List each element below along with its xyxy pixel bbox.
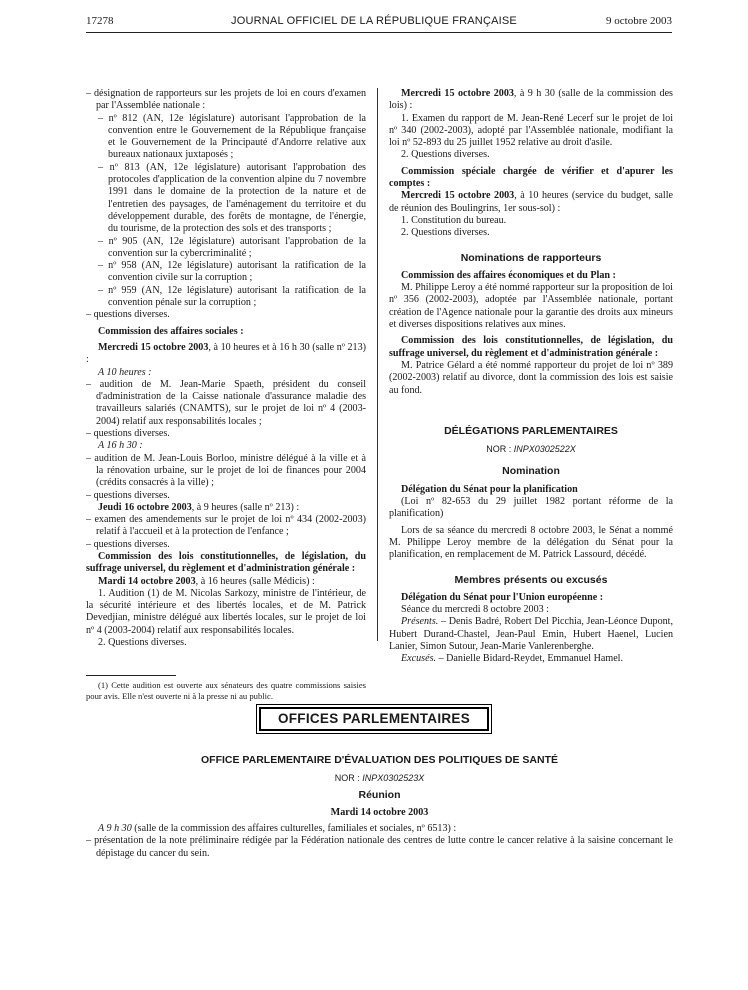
session-details: , à 10 heures (service du budget, salle de réunion des Boulingrins, 1er sous-sol) : (389, 190, 673, 214)
agenda-item: – examen des amendements sur le projet de loi nº 434 (2002-2003) relatif à l'accueil et à la protection de l'enfance ; (86, 514, 366, 538)
offices-banner-label: OFFICES PARLEMENTAIRES (259, 707, 489, 731)
designation-intro: – désignation de rapporteurs sur les projets de loi en cours d'examen par l'Assemblée nationale : (86, 88, 366, 112)
subsection-title: Nomination (502, 465, 560, 478)
reunion-title: Réunion (358, 788, 401, 801)
footnote-rule (86, 675, 176, 676)
time-label: A 10 heures : (98, 366, 152, 378)
presents-text: – Denis Badré, Robert Del Picchia, Jean-Léonce Dupont, Hubert Durand-Chastel, Jean-Paul Emin, Hubert Haenel, Lucien Lanier, Simon Sutour, Jean-Marie Vanlerenberghe. (389, 616, 673, 652)
delegation-heading: Délégation du Sénat pour l'Union européenne : (401, 591, 604, 603)
office-title: OFFICE PARLEMENTAIRE D'ÉVALUATION DES POLITIQUES DE SANTÉ (201, 754, 558, 766)
session-line (86, 823, 673, 835)
footnote: (1) Cette audition est ouverte aux sénateurs des quatre commissions saisies pour avis. Elle n'est ouverte ni à la presse ni au public. (86, 680, 366, 701)
session-details: , à 9 heures (salle nº 213) : (191, 501, 300, 513)
session-line (86, 502, 366, 514)
commission-heading: Commission spéciale chargée de vérifier et d'apurer les comptes : (389, 165, 673, 190)
time-label: A 16 h 30 : (98, 440, 143, 452)
nomination-text: M. Patrice Gélard a été nommé rapporteur du projet de loi nº 389 (2002-2003) relatif au divorce, dont la commission des lois est saisie au fond. (389, 359, 673, 396)
bill-item: – nº 958 (AN, 12e législature) autorisant la ratification de la convention civile sur la corruption ; (98, 260, 366, 284)
page-header (0, 0, 748, 44)
presents-line (389, 616, 673, 653)
questions-diverses: – questions diverses. (86, 538, 170, 550)
questions-diverses: – questions diverses. (86, 489, 170, 501)
agenda-item: – audition de M. Jean-Marie Spaeth, président du conseil d'administration de la Caisse nationale d'assurance maladie des travailleurs salariés (CNAMTS), sur le projet de loi nº 4 (2003-2004) relatif aux responsabilités locales ; (86, 378, 366, 427)
law-reference: (Loi nº 82-653 du 29 juillet 1982 portant réforme de la planification) (389, 496, 673, 520)
agenda-item: – présentation de la note préliminaire rédigée par la Fédération nationale des centres de lutte contre le cancer relative à la saisine concernant le dépistage du cancer du sein. (86, 835, 673, 859)
nor-reference (389, 443, 673, 455)
seance-line: Séance du mercredi 8 octobre 2003 : (401, 604, 549, 616)
page-number: 17278 (86, 15, 114, 27)
right-column (389, 88, 673, 666)
agenda-item: 1. Audition (1) de M. Nicolas Sarkozy, ministre de l'intérieur, de la sécurité intérieure et des libertés locales, et de M. Patrick Devedjian, ministre délégué aux libertés locales, sur le projet de loi nº 4 (2003-2004) relatif aux responsabilités locales. (86, 587, 366, 636)
excuses-label: Excusés. (401, 653, 437, 665)
session-date: Mardi 14 octobre 2003 (98, 575, 196, 587)
session-date: Mercredi 15 octobre 2003 (401, 88, 514, 99)
column-divider (377, 88, 378, 641)
session-details: , à 9 h 30 (salle de la commission des lois) : (389, 88, 673, 112)
section-title: DÉLÉGATIONS PARLEMENTAIRES (444, 424, 618, 437)
bill-item: – nº 812 (AN, 12e législature) autorisant l'approbation de la convention entre le Gouvernement de la République française et le Gouvernement de la Principauté d'Andorre relative aux bureaux nationaux juxtaposés ; (98, 112, 366, 161)
nor-label: NOR : (486, 444, 512, 455)
offices-banner (256, 704, 492, 734)
session-line (389, 190, 673, 215)
agenda-item: 1. Constitution du bureau. (401, 214, 507, 226)
offices-section (86, 754, 673, 860)
delegation-heading: Délégation du Sénat pour la planification (401, 483, 578, 495)
commission-heading: Commission des lois constitutionnelles, de législation, du suffrage universel, du règlement et d'administration générale : (86, 550, 366, 575)
bill-item: – nº 905 (AN, 12e législature) autorisant l'approbation de la convention sur la cybercriminalité ; (98, 235, 366, 259)
session-line (86, 576, 366, 588)
commission-heading: Commission des affaires sociales : (98, 325, 244, 337)
commission-heading: Commission des lois constitutionnelles, de législation, du suffrage universel, du règlement et d'administration générale : (389, 335, 673, 359)
agenda-item: – audition de M. Jean-Louis Borloo, ministre délégué à la ville et à la rénovation urbaine, sur le projet de loi de finances pour 2004 (crédits consacrés à la ville) ; (86, 452, 366, 489)
session-line (86, 342, 366, 367)
nor-reference (86, 772, 673, 784)
questions-diverses: – questions diverses. (86, 428, 170, 440)
session-date: Mardi 14 octobre 2003 (330, 806, 429, 818)
agenda-item: 1. Examen du rapport de M. Jean-René Lecerf sur le projet de loi nº 340 (2002-2003), adopté par l'Assemblée nationale, modifiant la loi nº 52-893 du 25 juillet 1952 relative au droit d'asile. (389, 112, 673, 149)
nomination-text: M. Philippe Leroy a été nommé rapporteur sur la proposition de loi nº 356 (2002-2003), adoptée par l'Assemblée nationale, portant création de l'Agence nationale pour la garantie des droits aux mineurs et diverses dispositions relatives aux mines. (389, 282, 673, 331)
header-rule (86, 32, 672, 33)
nor-code: INPX0302522X (513, 444, 576, 455)
commission-heading: Commission des affaires économiques et du Plan : (401, 269, 616, 281)
left-column (86, 88, 366, 701)
bill-item: – nº 959 (AN, 12e législature) autorisant la ratification de la convention pénale sur la corruption ; (98, 284, 366, 309)
nor-label: NOR : (334, 773, 360, 784)
session-date: Jeudi 16 octobre 2003 (98, 501, 192, 513)
session-details: , à 16 heures (salle Médicis) : (195, 575, 315, 587)
questions-diverses: – questions diverses. (86, 309, 170, 321)
subsection-title: Membres présents ou excusés (454, 573, 608, 586)
questions-diverses: 2. Questions diverses. (401, 149, 490, 161)
questions-diverses: 2. Questions diverses. (401, 227, 490, 239)
session-time: A 9 h 30 (98, 823, 132, 835)
session-details: , à 10 heures et à 16 h 30 (salle nº 213) : (86, 341, 366, 366)
issue-date: 9 octobre 2003 (606, 15, 672, 27)
session-date: Mercredi 15 octobre 2003 (98, 341, 209, 353)
nomination-text: Lors de sa séance du mercredi 8 octobre 2003, le Sénat a nommé M. Philippe Leroy membre de la délégation du Sénat pour la planification, en remplacement de M. Patrick Lassourd, décédé. (389, 524, 673, 561)
journal-title: JOURNAL OFFICIEL DE LA RÉPUBLIQUE FRANÇAISE (231, 15, 517, 27)
session-details: (salle de la commission des affaires culturelles, familiales et sociales, nº 6513) : (131, 823, 457, 835)
session-line (389, 88, 673, 113)
questions-diverses: 2. Questions diverses. (98, 637, 187, 649)
session-date: Mercredi 15 octobre 2003 (401, 190, 515, 202)
nor-code: INPX0302523X (362, 773, 425, 784)
section-title: Nominations de rapporteurs (460, 251, 602, 264)
excuses-text: – Danielle Bidard-Reydet, Emmanuel Hamel. (436, 653, 624, 665)
presents-label: Présents. (401, 616, 439, 628)
bill-item: – nº 813 (AN, 12e législature) autorisant l'approbation des protocoles d'application de la convention alpine du 7 novembre 1991 dans le domaine de la protection de la nature et de l'entretien des paysages, de l'aménagement du territoire et du développement durable, des forêts de montagne, de l'énergie, du tourisme, de la protection des sols et des transports ; (98, 161, 366, 235)
excuses-line (389, 653, 673, 665)
